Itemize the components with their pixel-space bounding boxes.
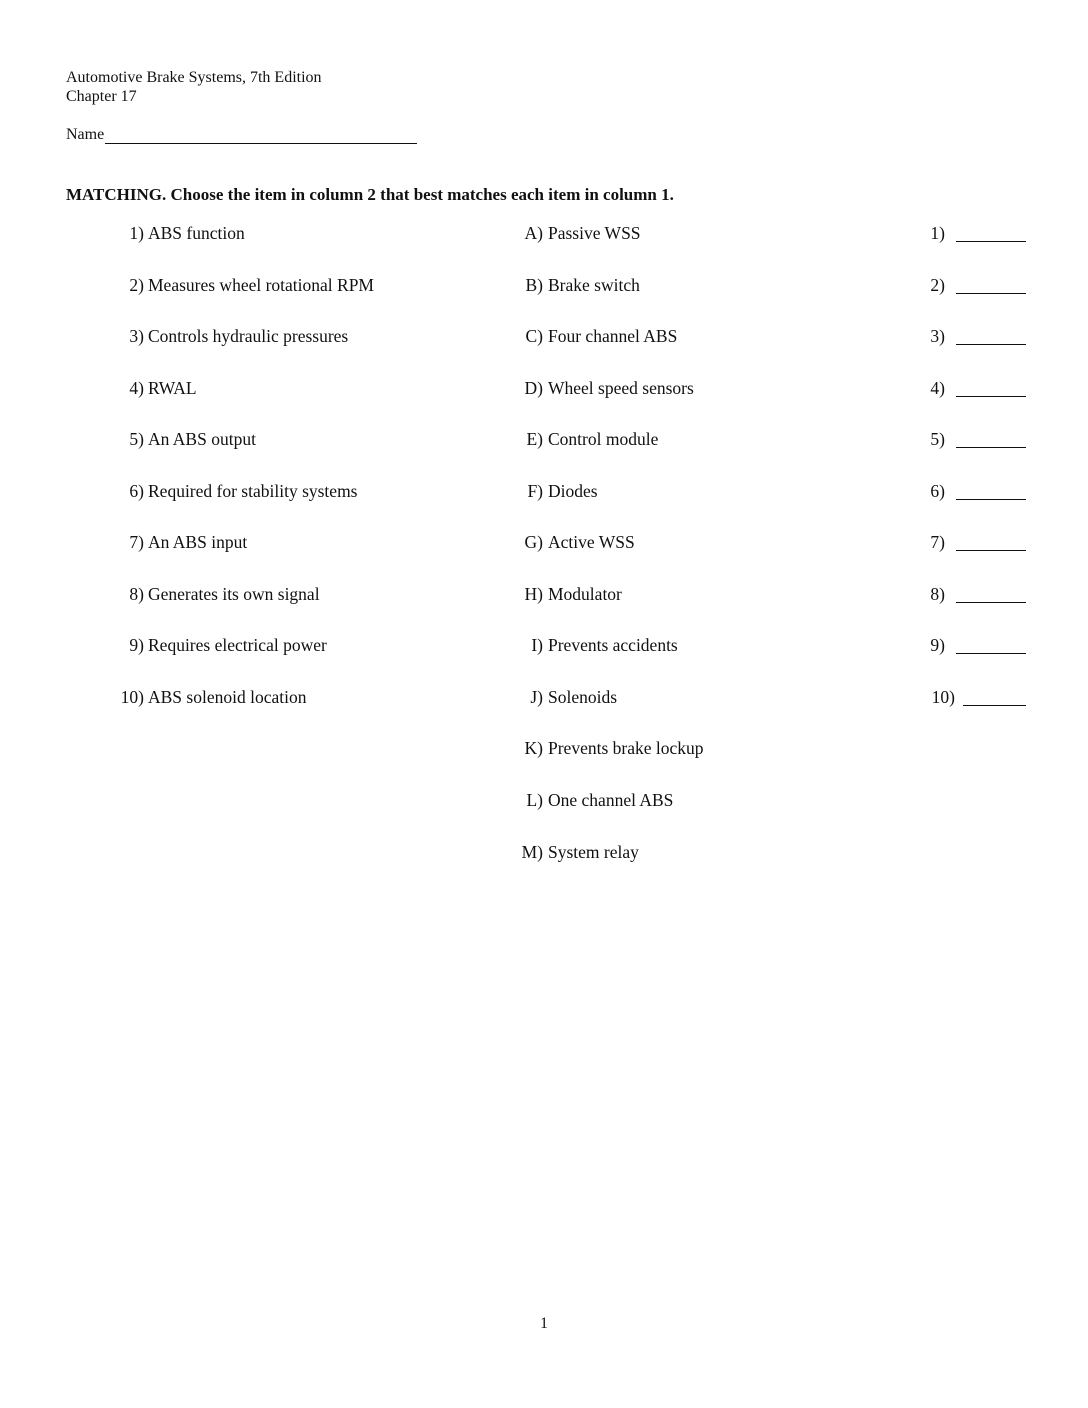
column2-item-letter: A) [524,223,543,243]
column2-item-text: Prevents brake lockup [548,738,704,758]
matching-row [0,532,1088,554]
column2-item-letter: I) [531,635,543,655]
answer-blank[interactable] [956,499,1026,500]
column1-item-number: 9) [129,635,144,655]
matching-row [0,687,1088,709]
column1-item-text: Generates its own signal [148,584,320,604]
column2-item-text: Wheel speed sensors [548,378,694,398]
column1-item-text: Measures wheel rotational RPM [148,275,374,295]
column2-item-text: Modulator [548,584,622,604]
matching-row [0,635,1088,657]
matching-row [0,842,1088,864]
column2-item-letter: D) [524,378,543,398]
column1-item-number: 8) [129,584,144,604]
column1-item-number: 1) [129,223,144,243]
matching-instructions: MATCHING. Choose the item in column 2 that best matches each item in column 1. [66,185,674,204]
column2-item-letter: M) [521,842,543,862]
column2-item-letter: F) [527,481,543,501]
column1-item-text: ABS solenoid location [148,687,307,707]
matching-row [0,429,1088,451]
column2-item-letter: E) [526,429,543,449]
column2-item-text: Brake switch [548,275,640,295]
column1-item-text: An ABS output [148,429,256,449]
column2-item-text: Solenoids [548,687,618,707]
column2-item-letter: L) [526,790,543,810]
answer-blank[interactable] [956,293,1026,294]
answer-blank[interactable] [956,653,1026,654]
name-blank-line[interactable] [105,125,417,144]
column2-item-letter: J) [530,687,543,707]
column1-item-text: Required for stability systems [148,481,358,501]
column1-item-number: 5) [129,429,144,449]
answer-number: 3) [930,326,945,346]
column1-item-number: 4) [129,378,144,398]
answer-number: 7) [930,532,945,552]
column1-item-number: 2) [129,275,144,295]
matching-row [0,738,1088,760]
answer-blank[interactable] [956,550,1026,551]
column2-item-text: Control module [548,429,659,449]
matching-row [0,326,1088,348]
page-number: 1 [540,1315,548,1332]
column2-item-text: Diodes [548,481,598,501]
column2-item-text: Prevents accidents [548,635,678,655]
column2-item-text: System relay [548,842,639,862]
column1-item-number: 10) [120,687,144,707]
book-title: Automotive Brake Systems, 7th Edition [66,69,322,86]
column2-item-text: Passive WSS [548,223,641,243]
matching-row [0,275,1088,297]
answer-number: 4) [930,378,945,398]
column1-item-text: ABS function [148,223,245,243]
name-field-row [66,125,417,144]
column2-item-letter: B) [525,275,543,295]
column2-item-text: Four channel ABS [548,326,678,346]
matching-row [0,790,1088,812]
column2-item-letter: G) [524,532,543,552]
answer-blank[interactable] [956,344,1026,345]
column2-item-letter: H) [524,584,543,604]
answer-number: 10) [931,687,955,707]
column1-item-number: 7) [129,532,144,552]
answer-number: 5) [930,429,945,449]
matching-row [0,481,1088,503]
answer-blank[interactable] [963,705,1026,706]
answer-blank[interactable] [956,447,1026,448]
column1-item-number: 6) [129,481,144,501]
answer-number: 9) [930,635,945,655]
matching-row [0,378,1088,400]
column2-item-letter: C) [525,326,543,346]
answer-number: 6) [930,481,945,501]
column1-item-text: RWAL [148,378,197,398]
answer-blank[interactable] [956,396,1026,397]
answer-blank[interactable] [956,602,1026,603]
answer-number: 8) [930,584,945,604]
column2-item-letter: K) [524,738,543,758]
column1-item-number: 3) [129,326,144,346]
answer-number: 1) [930,223,945,243]
answer-number: 2) [930,275,945,295]
column1-item-text: Controls hydraulic pressures [148,326,349,346]
answer-blank[interactable] [956,241,1026,242]
chapter-label: Chapter 17 [66,88,137,105]
column1-item-text: An ABS input [148,532,248,552]
name-label: Name [66,126,105,143]
column2-item-text: One channel ABS [548,790,674,810]
column2-item-text: Active WSS [548,532,635,552]
matching-row [0,584,1088,606]
column1-item-text: Requires electrical power [148,635,327,655]
matching-row [0,223,1088,245]
